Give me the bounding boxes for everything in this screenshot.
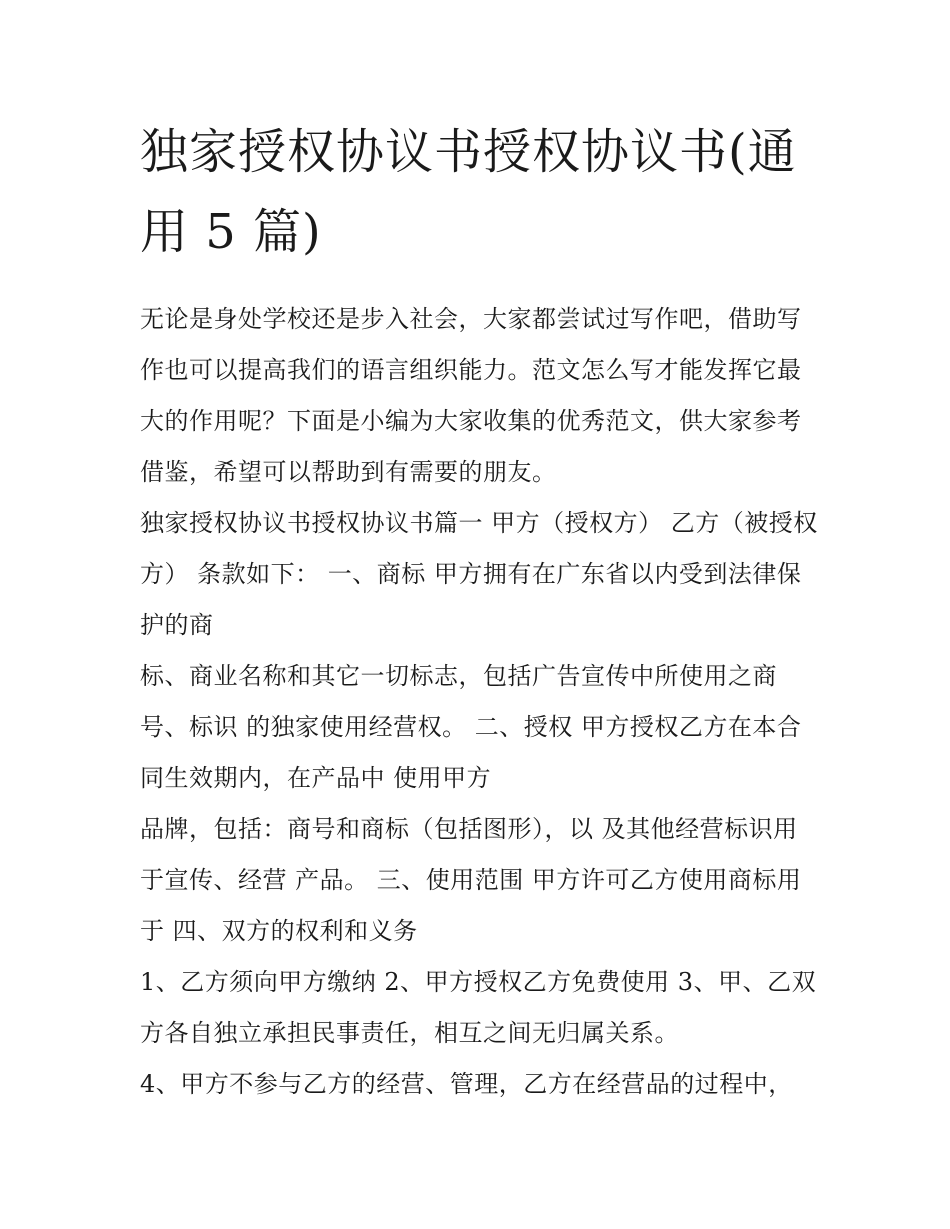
body-paragraph-5: 4、甲方不参与乙方的经营、管理，乙方在经营品的过程中，: [140, 1070, 793, 1098]
intro-paragraph: 无论是身处学校还是步入社会，大家都尝试过写作吧，借助写作也可以提高我们的语言组织能力。范文怎么写才能发挥它最大的作用呢？下面是小编为大家收集的优秀范文，供大家参考借鉴，希望可以帮助到有需要的朋友。: [140, 305, 802, 486]
document-page: [140, 112, 820, 1110]
body-paragraph-4: 1、乙方须向甲方缴纳 2、甲方授权乙方免费使用 3、甲、乙双方各自独立承担民事责任，相互之间无归属关系。: [140, 968, 817, 1047]
body-paragraph-3: 品牌，包括：商号和商标（包括图形），以 及其他经营标识用于宣传、经营 产品。 三、使用范围 甲方许可乙方使用商标用于 四、双方的权利和义务: [140, 815, 802, 945]
body-paragraph-2: 标、商业名称和其它一切标志，包括广告宣传中所使用之商号、标识 的独家使用经营权。 二、授权 甲方授权乙方在本合同生效期内，在产品中 使用甲方: [140, 662, 802, 792]
body-paragraph-1: 独家授权协议书授权协议书篇一 甲方（授权方） 乙方（被授权方） 条款如下： 一、商标 甲方拥有在广东省以内受到法律保护的商: [140, 509, 818, 639]
document-title: 独家授权协议书授权协议书(通用 5 篇): [140, 124, 797, 260]
